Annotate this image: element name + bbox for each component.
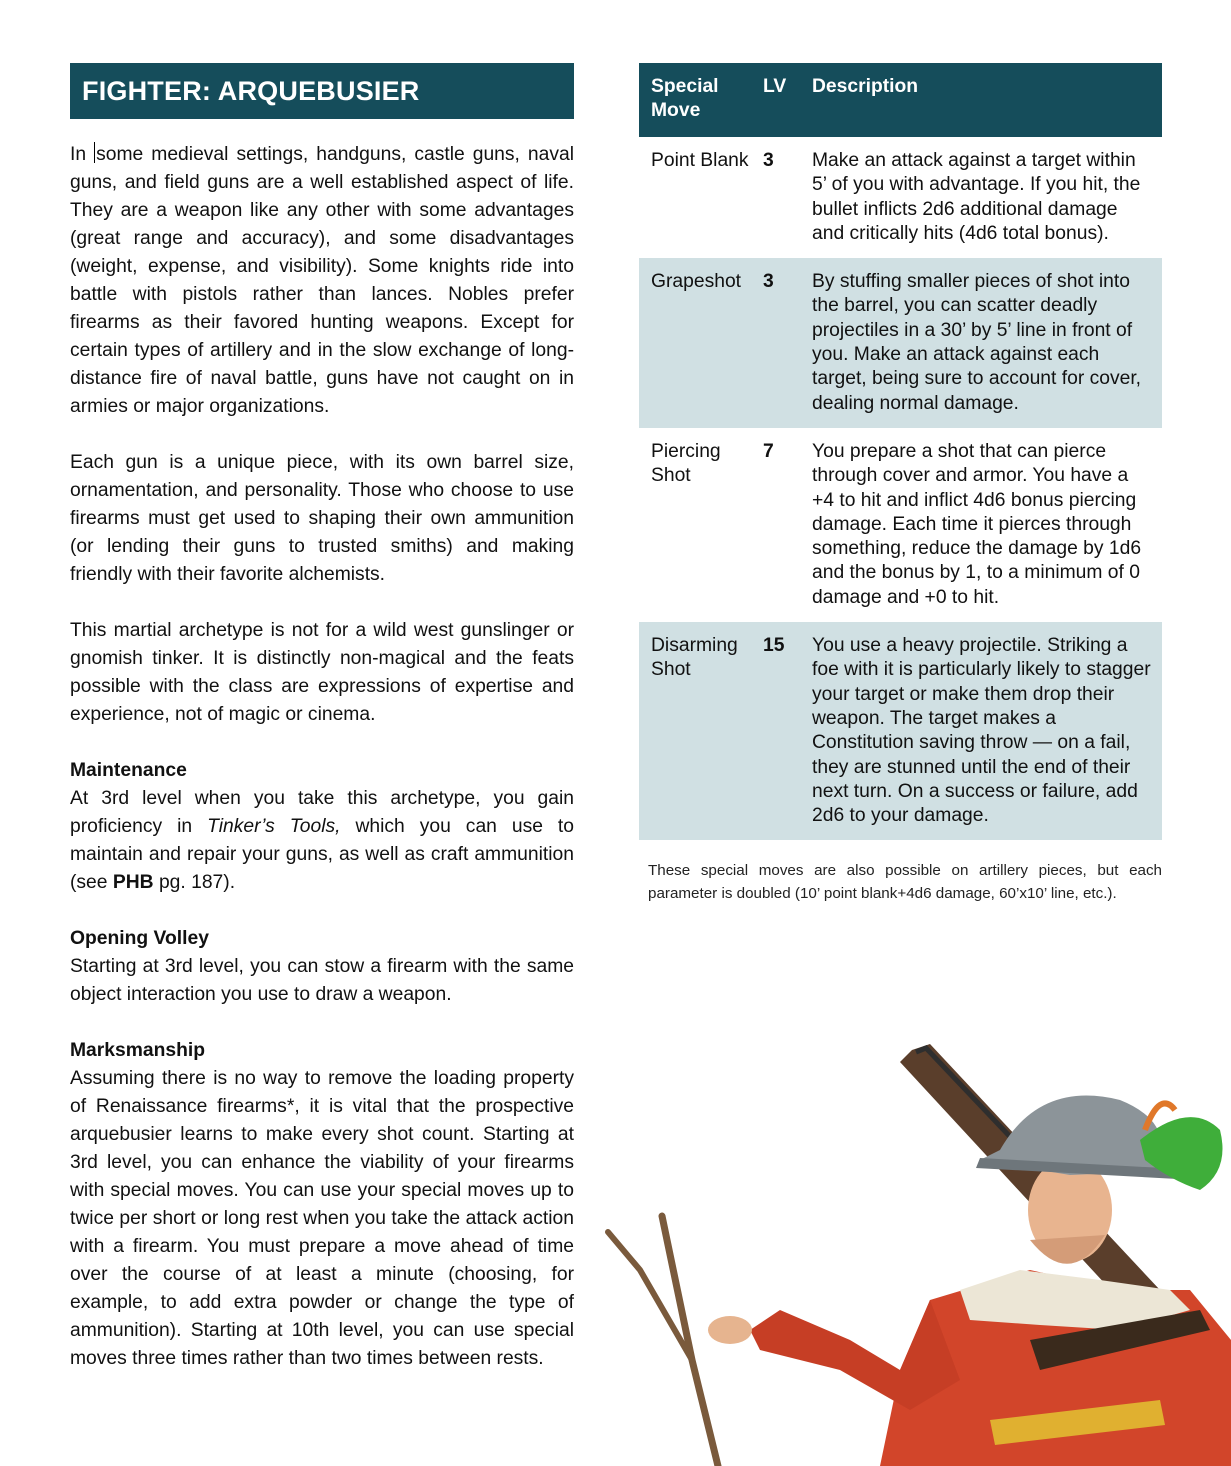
intro-paragraph-1-text: some medieval settings, handguns, castle guns, naval guns, and field guns are a well established aspect of life. They are a weapon like any other with some advantages (great range and accuracy), and some disadvantages (weight, expense, and visibility). Some knights ride into battle with pistols rather than lances. Nobles prefer firearms as their favored hunting weapons. Except for certain types of artillery and in the slow exchange of long-distance fire of naval battle, guns have not caught on in armies or major organizations. (70, 144, 574, 417)
table-row (639, 428, 1162, 622)
table-row (639, 258, 1162, 428)
header-description: Description (812, 63, 1162, 137)
move-level: 3 (763, 258, 812, 428)
header-level: LV (763, 63, 812, 137)
move-level: 3 (763, 150, 774, 171)
page-title: FIGHTER: ARQUEBUSIER (82, 75, 420, 106)
opening-volley-section (70, 925, 574, 1009)
marksmanship-text: Assuming there is no way to remove the loading property of Renaissance firearms*, it is vital that the prospective arquebusier learns to make every shot count. Starting at 3rd level, you can enhance the viability of your firearms with special moves. You can use your special moves up to twice per short or long rest when you take the attack action with a firearm. You must prepare a move ahead of time over the course of at least a minute (choosing, for example, to add extra powder or change the type of ammunition). Starting at 10th level, you can use special moves three times rather than two times between rests. (70, 1068, 574, 1369)
maintenance-tool: Tinker’s Tools, (207, 816, 341, 837)
left-column (70, 63, 574, 1373)
opening-volley-heading: Opening Volley (70, 928, 209, 949)
move-name: Point Blank (651, 150, 749, 171)
move-description: You use a heavy projectile. Striking a foe with it is particularly likely to stagger your target or make them drop their weapon. The target makes a Constitution saving throw — on a fail, they are stunned until the end of their next turn. On a success or failure, add 2d6 to your damage. (812, 622, 1162, 840)
right-column (639, 63, 1162, 905)
intro-first-word: In (70, 144, 87, 165)
maintenance-section (70, 757, 574, 897)
table-row (639, 622, 1162, 840)
special-moves-table (639, 63, 1162, 840)
move-level: 7 (763, 440, 774, 462)
marksmanship-section (70, 1037, 574, 1373)
maintenance-book: PHB (112, 872, 154, 893)
intro-paragraph-1 (70, 141, 574, 421)
move-name: Grapeshot (639, 258, 763, 428)
soldier-figure-icon (708, 1096, 1231, 1466)
body-text (70, 141, 574, 1373)
move-description: Make an attack against a target within 5’ of you with advantage. If you hit, the bullet inflicts 2d6 additional damage and critically hits (4d6 total bonus). (812, 150, 1141, 244)
text-cursor (94, 142, 95, 163)
marksmanship-heading: Marksmanship (70, 1040, 206, 1061)
title-banner (70, 63, 574, 119)
move-description: By stuffing smaller pieces of shot into the barrel, you can scatter deadly projectiles in a 30’ by 5’ line in front of you. Make an attack against each target, being sure to account for cover, dealing normal damage. (812, 258, 1162, 428)
table-header-row (639, 63, 1162, 137)
arquebusier-illustration (600, 1040, 1231, 1466)
maintenance-heading: Maintenance (70, 760, 187, 781)
maintenance-text-a: At 3rd level when you take this archetype, you gain proficiency in (70, 788, 574, 837)
table-footnote: These special moves are also possible on artillery pieces, but each parameter is doubled (10’ point blank+4d6 damage, 60’x10’ line, etc.). (648, 862, 1162, 903)
musket-rest-icon (608, 1216, 718, 1466)
table-row (639, 137, 1162, 258)
header-special-move: Special Move (639, 63, 763, 137)
move-level: 15 (763, 622, 812, 840)
intro-paragraph-2: Each gun is a unique piece, with its own barrel size, ornamentation, and personality. Those who choose to use firearms must get used to shaping their own ammunition (or lending their guns to trusted smiths) and making friendly with their favorite alchemists. (70, 452, 574, 585)
move-description: You prepare a shot that can pierce through cover and armor. You have a +4 to hit and inflict 4d6 bonus piercing damage. Each time it pierces through something, reduce the damage by 1d6 and the bonus by 1, to a minimum of 0 damage and +0 to hit. (812, 440, 1142, 608)
move-name: Piercing Shot (651, 440, 721, 487)
maintenance-text-b: which you can use to maintain and repair your guns, as well as craft ammunition (see (70, 816, 574, 893)
opening-volley-text: Starting at 3rd level, you can stow a firearm with the same object interaction you use to draw a weapon. (70, 956, 574, 1005)
intro-paragraph-3: This martial archetype is not for a wild west gunslinger or gnomish tinker. It is distinctly non-magical and the feats possible with the class are expressions of expertise and experience, not of magic or cinema. (70, 620, 574, 725)
move-name: Disarming Shot (639, 622, 763, 840)
maintenance-text-c: pg. 187). (153, 872, 236, 893)
